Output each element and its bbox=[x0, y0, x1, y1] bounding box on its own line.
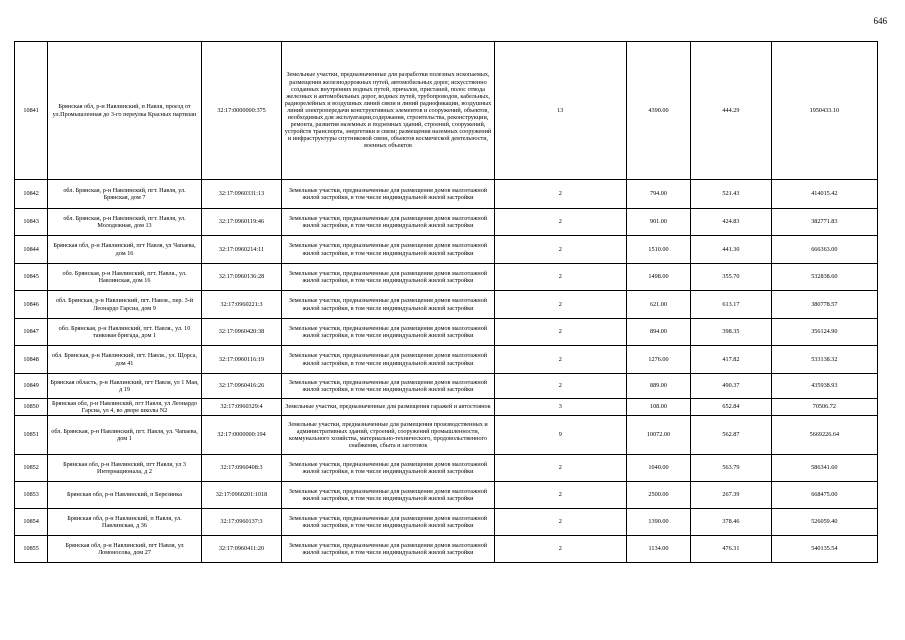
address-cell: обл. Брянская, р-н Навлинский, пгт. Навля, ул. Брянская, дом 7 bbox=[48, 180, 201, 209]
specific-value-cell: 652.84 bbox=[691, 399, 772, 416]
address-cell: обл. Брянская, р-н Навлинский, пгт. Навля., ул. Щорса, дом 41 bbox=[48, 346, 201, 374]
cadastral-number-cell: 32:17:0960136:28 bbox=[201, 264, 282, 291]
area-cell: 2500.00 bbox=[626, 482, 690, 509]
address-cell: обл. Брянская, р-н Навлинский, пгт. Навля, ул. Молодежная, дом 13 bbox=[48, 209, 201, 236]
table-row bbox=[15, 209, 878, 236]
table-row bbox=[15, 319, 878, 346]
cadastral-value-cell: 532838.60 bbox=[771, 264, 877, 291]
use-code-cell: 3 bbox=[494, 399, 626, 416]
address-cell: Брянская обл, р-н Навлинский, п Навля, ул. Павлинская, д 36 bbox=[48, 509, 201, 536]
cadastral-number-cell: 32:17:0960416:26 bbox=[201, 374, 282, 399]
row-number: 10850 bbox=[15, 399, 48, 416]
land-use-cell: Земельные участки, предназначенные для размещения домов малоэтажной жилой застройки, в том числе индивидуальной жилой застройки bbox=[282, 319, 495, 346]
use-code-cell: 2 bbox=[494, 455, 626, 482]
cadastral-number-cell: 32:17:0960137:3 bbox=[201, 509, 282, 536]
land-use-cell: Земельные участки, предназначенные для разработки полезных ископаемых, размещения железнодорожных путей, автомобильных дорог, искусственно созданных внутренних водных путей, причалов, пристаней, полос отвода железных и автомобильных дорог, водных путей, трубопроводов, кабельных, радиорелейных и воздушных линий связи и линий радиофикации, воздушных линий электропередачи конструктивных элементов и сооружений, объектов, необходимых для эксплуатации,содержания, строительства, реконструкции, ремонта, развития наземных и подземных зданий, строений, сооружений, устройств транспорта, энергетики и связи; размещения наземных сооружений и инфраструктуры спутниковой связи, объектов космической деятельности, военных объектов bbox=[282, 42, 495, 180]
row-number: 10844 bbox=[15, 236, 48, 264]
use-code-cell: 2 bbox=[494, 291, 626, 319]
address-cell: Брянская обл, р-н Навлинский, пгт Навля, ул Ломоносова, дом 27 bbox=[48, 536, 201, 563]
row-number: 10846 bbox=[15, 291, 48, 319]
address-cell: Брянская обл, р-н Навлинский, пгт Навля, ул 3 Интернационала, д 2 bbox=[48, 455, 201, 482]
use-code-cell: 2 bbox=[494, 264, 626, 291]
specific-value-cell: 378.46 bbox=[691, 509, 772, 536]
specific-value-cell: 563.79 bbox=[691, 455, 772, 482]
area-cell: 901.00 bbox=[626, 209, 690, 236]
specific-value-cell: 444.29 bbox=[691, 42, 772, 180]
land-use-cell: Земельные участки, предназначенные для размещения домов малоэтажной жилой застройки, в том числе индивидуальной жилой застройки bbox=[282, 236, 495, 264]
area-cell: 1498.00 bbox=[626, 264, 690, 291]
address-cell: обл. Брянская, р-н Навлинский, пгт. Навля., пер. 3-й Леонардо Гарсиа, дом 9 bbox=[48, 291, 201, 319]
address-cell: Брянская обл, р-н Навлинский, п Березинка bbox=[48, 482, 201, 509]
specific-value-cell: 355.70 bbox=[691, 264, 772, 291]
area-cell: 108.00 bbox=[626, 399, 690, 416]
cadastral-value-cell: 356124.90 bbox=[771, 319, 877, 346]
table-row bbox=[15, 509, 878, 536]
table-row bbox=[15, 346, 878, 374]
row-number: 10852 bbox=[15, 455, 48, 482]
specific-value-cell: 521.43 bbox=[691, 180, 772, 209]
address-cell: обл. Брянская, р-н Навлинский, пгт. Навля., ул. Навлинская, дом 16 bbox=[48, 264, 201, 291]
address-cell: обл. Брянская, р-н Навлинский, пгт. Навля, ул. Чапаева, дом 1 bbox=[48, 416, 201, 455]
cadastral-value-cell: 382771.83 bbox=[771, 209, 877, 236]
specific-value-cell: 398.35 bbox=[691, 319, 772, 346]
row-number: 10851 bbox=[15, 416, 48, 455]
cadastral-number-cell: 32:17:0960329:4 bbox=[201, 399, 282, 416]
cadastral-value-cell: 380778.57 bbox=[771, 291, 877, 319]
table-row bbox=[15, 42, 878, 180]
table-row bbox=[15, 291, 878, 319]
land-use-cell: Земельные участки, предназначенные для размещения производственных и административных зданий, строений, сооружений промышленности, коммунального хозяйства, материально-технического, продовольственного снабжения, сбыта и заготовок bbox=[282, 416, 495, 455]
cadastral-value-cell: 668475.00 bbox=[771, 482, 877, 509]
cadastral-value-cell: 435938.93 bbox=[771, 374, 877, 399]
specific-value-cell: 417.82 bbox=[691, 346, 772, 374]
row-number: 10848 bbox=[15, 346, 48, 374]
row-number: 10853 bbox=[15, 482, 48, 509]
table-row bbox=[15, 536, 878, 563]
table-row bbox=[15, 455, 878, 482]
use-code-cell: 2 bbox=[494, 374, 626, 399]
area-cell: 10072.00 bbox=[626, 416, 690, 455]
cadastral-value-cell: 70506.72 bbox=[771, 399, 877, 416]
cadastral-value-cell: 586341.60 bbox=[771, 455, 877, 482]
area-cell: 1134.00 bbox=[626, 536, 690, 563]
use-code-cell: 2 bbox=[494, 209, 626, 236]
row-number: 10841 bbox=[15, 42, 48, 180]
cadastral-number-cell: 32:17:0960214:11 bbox=[201, 236, 282, 264]
address-cell: Брянская обл, р-н Навлинский, п Навля, проезд от ул.Промышленная до 3-го переулка Красных партизан bbox=[48, 42, 201, 180]
specific-value-cell: 441.30 bbox=[691, 236, 772, 264]
land-use-cell: Земельные участки, предназначенные для размещения домов малоэтажной жилой застройки, в том числе индивидуальной жилой застройки bbox=[282, 291, 495, 319]
area-cell: 4390.00 bbox=[626, 42, 690, 180]
area-cell: 889.00 bbox=[626, 374, 690, 399]
land-use-cell: Земельные участки, предназначенные для размещения домов малоэтажной жилой застройки, в том числе индивидуальной жилой застройки bbox=[282, 509, 495, 536]
row-number: 10849 bbox=[15, 374, 48, 399]
row-number: 10845 bbox=[15, 264, 48, 291]
row-number: 10842 bbox=[15, 180, 48, 209]
use-code-cell: 2 bbox=[494, 319, 626, 346]
cadastral-value-cell: 533138.32 bbox=[771, 346, 877, 374]
specific-value-cell: 476.31 bbox=[691, 536, 772, 563]
cadastral-value-cell: 1950433.10 bbox=[771, 42, 877, 180]
specific-value-cell: 267.39 bbox=[691, 482, 772, 509]
address-cell: обл. Брянская, р-н Навлинский, пгт. Навля., ул. 10 танковая бригада, дом 1 bbox=[48, 319, 201, 346]
land-use-cell: Земельные участки, предназначенные для размещения домов малоэтажной жилой застройки, в том числе индивидуальной жилой застройки bbox=[282, 346, 495, 374]
address-cell: Брянская обл, р-н Навлинский, пгт Навля, ул Леонардо Гарсиа, ул 4, во дворе школы N2 bbox=[48, 399, 201, 416]
cadastral-number-cell: 32:17:0960119:46 bbox=[201, 209, 282, 236]
cadastral-number-cell: 32:17:0960221:3 bbox=[201, 291, 282, 319]
land-use-cell: Земельные участки, предназначенные для размещения домов малоэтажной жилой застройки, в том числе индивидуальной жилой застройки bbox=[282, 264, 495, 291]
land-use-cell: Земельные участки, предназначенные для размещения домов малоэтажной жилой застройки, в том числе индивидуальной жилой застройки bbox=[282, 374, 495, 399]
specific-value-cell: 613.17 bbox=[691, 291, 772, 319]
address-cell: Брянская область, р-н Навлинский, пгт Навля, ул 1 Мая, д 19 bbox=[48, 374, 201, 399]
table-row bbox=[15, 236, 878, 264]
land-use-cell: Земельные участки, предназначенные для размещения домов малоэтажной жилой застройки, в том числе индивидуальной жилой застройки bbox=[282, 209, 495, 236]
cadastral-number-cell: 32:17:0000000:194 bbox=[201, 416, 282, 455]
use-code-cell: 2 bbox=[494, 509, 626, 536]
row-number: 10854 bbox=[15, 509, 48, 536]
cadastral-value-cell: 540135.54 bbox=[771, 536, 877, 563]
table-row bbox=[15, 416, 878, 455]
use-code-cell: 2 bbox=[494, 346, 626, 374]
page-number: 646 bbox=[873, 16, 887, 26]
address-cell: Брянская обл, р-н Навлинский, пгт Навля, ул Чапаева, дом 16 bbox=[48, 236, 201, 264]
table-row bbox=[15, 399, 878, 416]
row-number: 10855 bbox=[15, 536, 48, 563]
area-cell: 1040.00 bbox=[626, 455, 690, 482]
table-row bbox=[15, 180, 878, 209]
area-cell: 1510.00 bbox=[626, 236, 690, 264]
cadastral-number-cell: 32:17:0960116:19 bbox=[201, 346, 282, 374]
cadastral-value-cell: 414015.42 bbox=[771, 180, 877, 209]
table-row bbox=[15, 374, 878, 399]
cadastral-number-cell: 32:17:0960420:38 bbox=[201, 319, 282, 346]
use-code-cell: 2 bbox=[494, 180, 626, 209]
cadastral-number-cell: 32:17:0960201:1018 bbox=[201, 482, 282, 509]
cadastral-number-cell: 32:17:0960408:3 bbox=[201, 455, 282, 482]
use-code-cell: 9 bbox=[494, 416, 626, 455]
cadastral-value-cell: 526059.40 bbox=[771, 509, 877, 536]
table-row bbox=[15, 264, 878, 291]
cadastral-number-cell: 32:17:0000000:375 bbox=[201, 42, 282, 180]
area-cell: 1276.00 bbox=[626, 346, 690, 374]
land-use-cell: Земельные участки, предназначенные для размещения домов малоэтажной жилой застройки, в том числе индивидуальной жилой застройки bbox=[282, 455, 495, 482]
row-number: 10847 bbox=[15, 319, 48, 346]
specific-value-cell: 562.87 bbox=[691, 416, 772, 455]
area-cell: 794.00 bbox=[626, 180, 690, 209]
table-row bbox=[15, 482, 878, 509]
cadastral-number-cell: 32:17:0960411:20 bbox=[201, 536, 282, 563]
area-cell: 894.00 bbox=[626, 319, 690, 346]
cadastral-value-cell: 5669226.64 bbox=[771, 416, 877, 455]
land-use-cell: Земельные участки, предназначенные для размещения гаражей и автостоянок bbox=[282, 399, 495, 416]
row-number: 10843 bbox=[15, 209, 48, 236]
cadastral-value-cell: 666363.00 bbox=[771, 236, 877, 264]
area-cell: 1390.00 bbox=[626, 509, 690, 536]
specific-value-cell: 424.83 bbox=[691, 209, 772, 236]
cadastral-number-cell: 32:17:0960331:13 bbox=[201, 180, 282, 209]
land-use-cell: Земельные участки, предназначенные для размещения домов малоэтажной жилой застройки, в том числе индивидуальной жилой застройки bbox=[282, 482, 495, 509]
land-use-cell: Земельные участки, предназначенные для размещения домов малоэтажной жилой застройки, в том числе индивидуальной жилой застройки bbox=[282, 536, 495, 563]
use-code-cell: 2 bbox=[494, 482, 626, 509]
use-code-cell: 13 bbox=[494, 42, 626, 180]
area-cell: 621.00 bbox=[626, 291, 690, 319]
specific-value-cell: 490.37 bbox=[691, 374, 772, 399]
use-code-cell: 2 bbox=[494, 236, 626, 264]
land-use-cell: Земельные участки, предназначенные для размещения домов малоэтажной жилой застройки, в том числе индивидуальной жилой застройки bbox=[282, 180, 495, 209]
land-registry-table bbox=[14, 41, 878, 563]
use-code-cell: 2 bbox=[494, 536, 626, 563]
